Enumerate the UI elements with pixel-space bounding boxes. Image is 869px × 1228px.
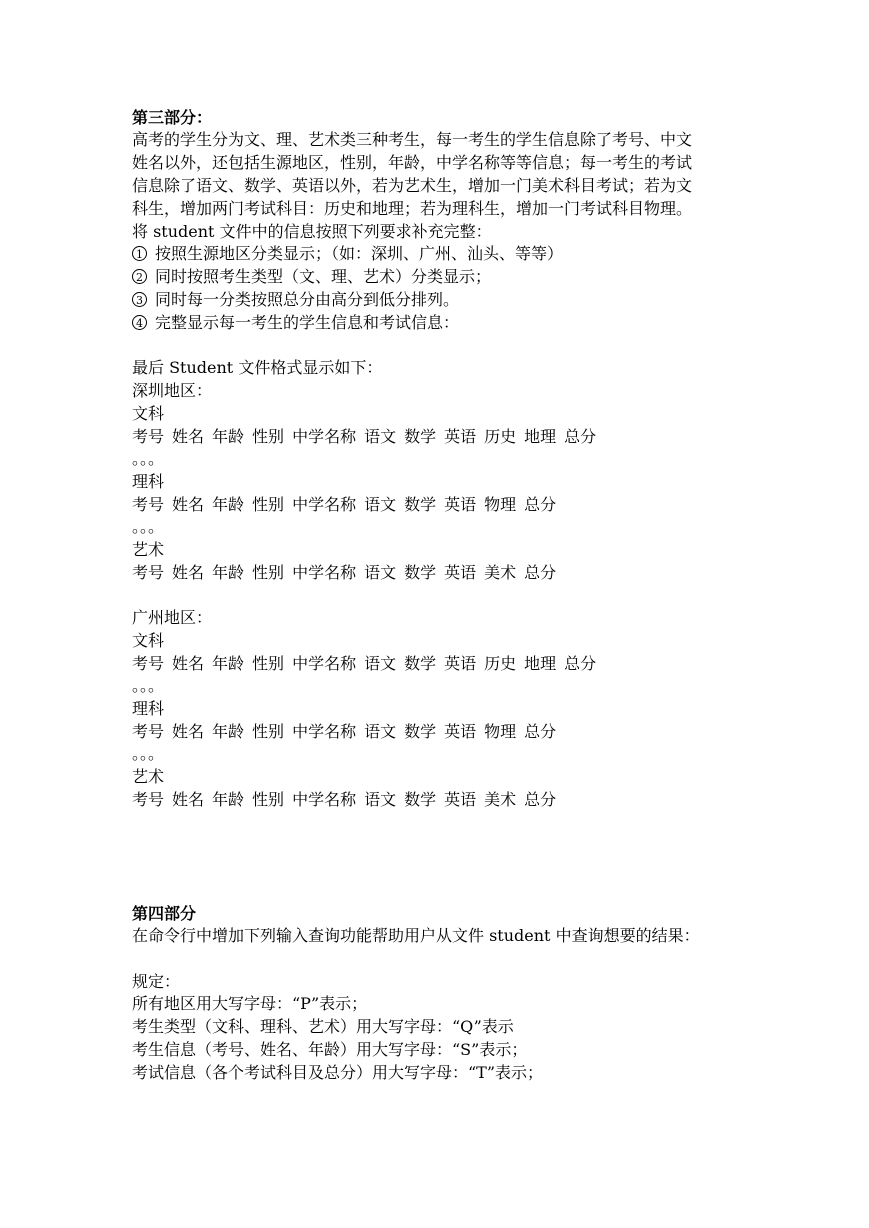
requirement-text: 完整显示每一考生的学生信息和考试信息： (155, 313, 460, 332)
header-cell: 中学名称 (292, 563, 357, 582)
circled-number: 1 (132, 246, 147, 261)
header-cell: 总分 (524, 722, 557, 741)
ellipsis: 。。。 (132, 517, 165, 536)
region-title: 广州地区： (132, 608, 213, 627)
header-row (132, 494, 564, 516)
header-row (132, 426, 604, 448)
rule-item: 所有地区用大写字母：“P”表示； (132, 994, 368, 1013)
header-cell: 中学名称 (292, 722, 357, 741)
header-cell: 英语 (444, 427, 477, 446)
header-cell: 数学 (404, 563, 437, 582)
header-cell: 数学 (404, 654, 437, 673)
group-type: 艺术 (132, 767, 165, 786)
header-cell: 考号 (132, 495, 165, 514)
header-cell: 姓名 (172, 427, 205, 446)
group-type: 艺术 (132, 540, 165, 559)
requirement-text: 按照生源地区分类显示；（如：深圳、广州、汕头、等等） (155, 244, 564, 263)
header-cell: 英语 (444, 722, 477, 741)
header-cell: 物理 (484, 722, 517, 741)
header-cell: 性别 (252, 563, 285, 582)
header-cell: 英语 (444, 654, 477, 673)
group-type: 文科 (132, 631, 165, 650)
header-cell: 考号 (132, 722, 165, 741)
header-cell: 姓名 (172, 790, 205, 809)
header-cell: 姓名 (172, 654, 205, 673)
group-type: 文科 (132, 404, 165, 423)
header-cell: 姓名 (172, 722, 205, 741)
header-cell: 语文 (364, 563, 397, 582)
header-cell: 历史 (484, 427, 517, 446)
header-cell: 总分 (524, 563, 557, 582)
header-cell: 英语 (444, 495, 477, 514)
header-row (132, 789, 564, 811)
group-type: 理科 (132, 472, 165, 491)
header-cell: 语文 (364, 722, 397, 741)
rule-item: 考生类型（文科、理科、艺术）用大写字母：“Q”表示 (132, 1017, 514, 1036)
part3-intro-line: 将 student 文件中的信息按照下列要求补充完整： (132, 222, 492, 241)
header-cell: 考号 (132, 427, 165, 446)
ellipsis: 。。。 (132, 744, 165, 763)
header-cell: 性别 (252, 427, 285, 446)
header-cell: 语文 (364, 654, 397, 673)
header-row (132, 653, 604, 675)
part3-intro-line: 高考的学生分为文、理、艺术类三种考生，每一考生的学生信息除了考号、中文 (132, 130, 693, 149)
requirement-item (132, 289, 459, 311)
header-cell: 美术 (484, 563, 517, 582)
header-cell: 性别 (252, 495, 285, 514)
header-cell: 中学名称 (292, 790, 357, 809)
header-cell: 总分 (564, 654, 597, 673)
header-cell: 总分 (524, 495, 557, 514)
header-cell: 年龄 (212, 427, 245, 446)
header-cell: 年龄 (212, 722, 245, 741)
rule-item: 考生信息（考号、姓名、年龄）用大写字母：“S”表示； (132, 1040, 528, 1059)
header-cell: 语文 (364, 790, 397, 809)
header-cell: 数学 (404, 495, 437, 514)
ellipsis: 。。。 (132, 676, 165, 695)
group-type: 理科 (132, 699, 165, 718)
header-cell: 语文 (364, 495, 397, 514)
format-intro: 最后 Student 文件格式显示如下： (132, 358, 383, 377)
header-cell: 数学 (404, 427, 437, 446)
header-cell: 性别 (252, 790, 285, 809)
header-cell: 数学 (404, 790, 437, 809)
part4-intro: 在命令行中增加下列输入查询功能帮助用户从文件 student 中查询想要的结果： (132, 926, 700, 945)
header-cell: 语文 (364, 427, 397, 446)
header-cell: 英语 (444, 563, 477, 582)
header-cell: 中学名称 (292, 654, 357, 673)
ellipsis: 。。。 (132, 449, 165, 468)
circled-number: 2 (132, 269, 147, 284)
requirement-item (132, 243, 563, 265)
header-cell: 年龄 (212, 495, 245, 514)
header-cell: 数学 (404, 722, 437, 741)
header-cell: 总分 (564, 427, 597, 446)
requirement-item (132, 312, 459, 334)
requirement-item (132, 266, 491, 288)
requirement-text: 同时按照考生类型（文、理、艺术）分类显示； (155, 267, 492, 286)
header-cell: 美术 (484, 790, 517, 809)
header-cell: 总分 (524, 790, 557, 809)
requirement-text: 同时每一分类按照总分由高分到低分排列。 (155, 290, 460, 309)
header-row (132, 721, 564, 743)
region-title: 深圳地区： (132, 381, 213, 400)
header-cell: 英语 (444, 790, 477, 809)
header-cell: 物理 (484, 495, 517, 514)
header-row (132, 562, 564, 584)
circled-number: 4 (132, 315, 147, 330)
header-cell: 年龄 (212, 654, 245, 673)
header-cell: 地理 (524, 654, 557, 673)
header-cell: 性别 (252, 722, 285, 741)
header-cell: 中学名称 (292, 427, 357, 446)
part4-heading: 第四部分 (132, 904, 197, 923)
header-cell: 地理 (524, 427, 557, 446)
rule-item: 考试信息（各个考试科目及总分）用大写字母：“T”表示； (132, 1063, 544, 1082)
header-cell: 考号 (132, 563, 165, 582)
circled-number: 3 (132, 292, 147, 307)
header-cell: 年龄 (212, 563, 245, 582)
header-cell: 考号 (132, 790, 165, 809)
header-cell: 年龄 (212, 790, 245, 809)
part3-heading: 第三部分： (132, 108, 213, 127)
part3-intro-line: 姓名以外，还包括生源地区，性别，年龄，中学名称等等信息；每一考生的考试 (132, 153, 693, 172)
header-cell: 中学名称 (292, 495, 357, 514)
header-cell: 姓名 (172, 563, 205, 582)
part3-intro-line: 科生，增加两门考试科目：历史和地理；若为理科生，增加一门考试科目物理。 (132, 199, 693, 218)
rules-heading: 规定： (132, 972, 181, 991)
header-cell: 考号 (132, 654, 165, 673)
header-cell: 性别 (252, 654, 285, 673)
header-cell: 历史 (484, 654, 517, 673)
header-cell: 姓名 (172, 495, 205, 514)
part3-intro-line: 信息除了语文、数学、英语以外，若为艺术生，增加一门美术科目考试；若为文 (132, 176, 693, 195)
